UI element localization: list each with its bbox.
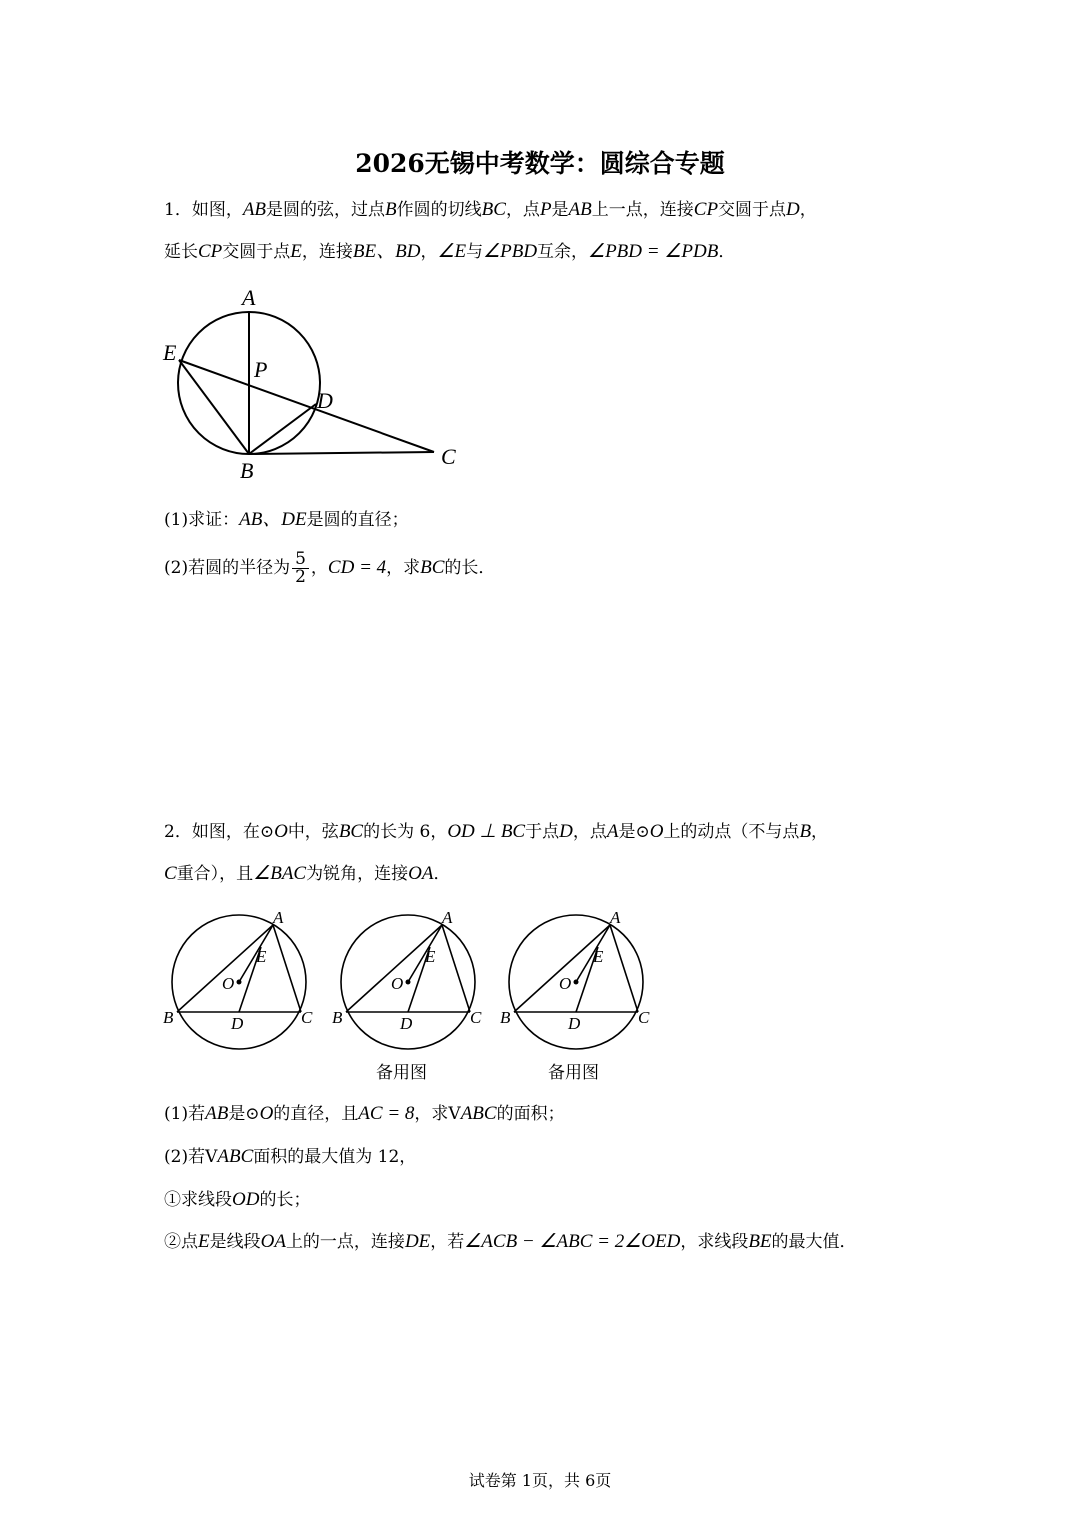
svg-text:B: B [332,1008,343,1027]
svg-text:E: E [593,947,604,966]
q1-line1: 1．如图，AB是圆的弦，过点B作圆的切线BC，点P是AB上一点，连接CP交圆于点D， [164,199,817,220]
q1-figure [150,280,480,490]
svg-text:A: A [610,908,621,927]
q1-label-e: E [163,340,177,365]
svg-text:C: C [301,1008,313,1027]
q1-label-a: A [242,285,256,310]
caption-spare-1: 备用图 [376,1063,427,1083]
svg-text:D: D [568,1014,581,1033]
center-dot [237,980,242,985]
q1-part1: (1)求证：AB、DE是圆的直径； [164,509,409,530]
svg-text:A: A [442,908,453,927]
q2-figure-spare-1 [329,905,499,1055]
q1-label-d: D [317,388,333,413]
svg-text:A: A [273,908,284,927]
q1-tangent-bc [249,452,434,454]
caption-spare-2: 备用图 [548,1063,599,1083]
q2-number: 2． [164,822,192,842]
q1-line-ec [179,360,434,452]
svg-text:E: E [425,947,436,966]
q2-figure-spare-2 [497,905,667,1055]
q1-label-p: P [254,357,268,382]
q2-line1: 2．如图，在⊙O中，弦BC的长为 6，OD ⊥ BC于点D，点A是⊙O上的动点（不与点B， [164,821,829,842]
q2-part2: (2)若VABC面积的最大值为 12， [164,1146,417,1167]
q2-part1: (1)若AB是⊙O的直径，且AC = 8，求VABC的面积； [164,1103,565,1124]
page-footer: 试卷第 1页，共 6页 [468,1471,612,1490]
q1-number: 1． [164,200,192,220]
svg-text:D: D [400,1014,413,1033]
q2-figure-main [160,905,330,1055]
svg-text:E: E [256,947,267,966]
svg-text:O: O [391,974,404,993]
q1-line2: 延长CP交圆于点E，连接BE、BD，∠E与∠PBD互余，∠PBD = ∠PDB． [164,241,736,262]
svg-text:O: O [559,974,572,993]
svg-text:C: C [638,1008,650,1027]
q1-segment-be [179,360,249,454]
svg-text:C: C [470,1008,482,1027]
svg-text:B: B [500,1008,511,1027]
svg-text:B: B [163,1008,174,1027]
svg-text:D: D [231,1014,244,1033]
q2-part2-sub2: ②点E是线段OA上的一点，连接DE，若∠ACB − ∠ABC = 2∠OED，求线段BE的最大值． [164,1231,857,1252]
svg-text:O: O [222,974,235,993]
q1-label-b: B [240,458,254,483]
q2-part2-sub1: ①求线段OD的长； [164,1189,311,1210]
q1-part2: (2)若圆的半径为 $\frac{5}{2}$ ，CD = 4，求BC的长． [164,549,496,587]
q1-label-c: C [441,444,456,469]
fraction-five-halves: $\frac{5}{2}$ [292,551,309,586]
q2-line2: C重合），且∠BAC为锐角，连接OA． [164,863,451,884]
page-title: 2026无锡中考数学：圆综合专题 [355,149,725,178]
